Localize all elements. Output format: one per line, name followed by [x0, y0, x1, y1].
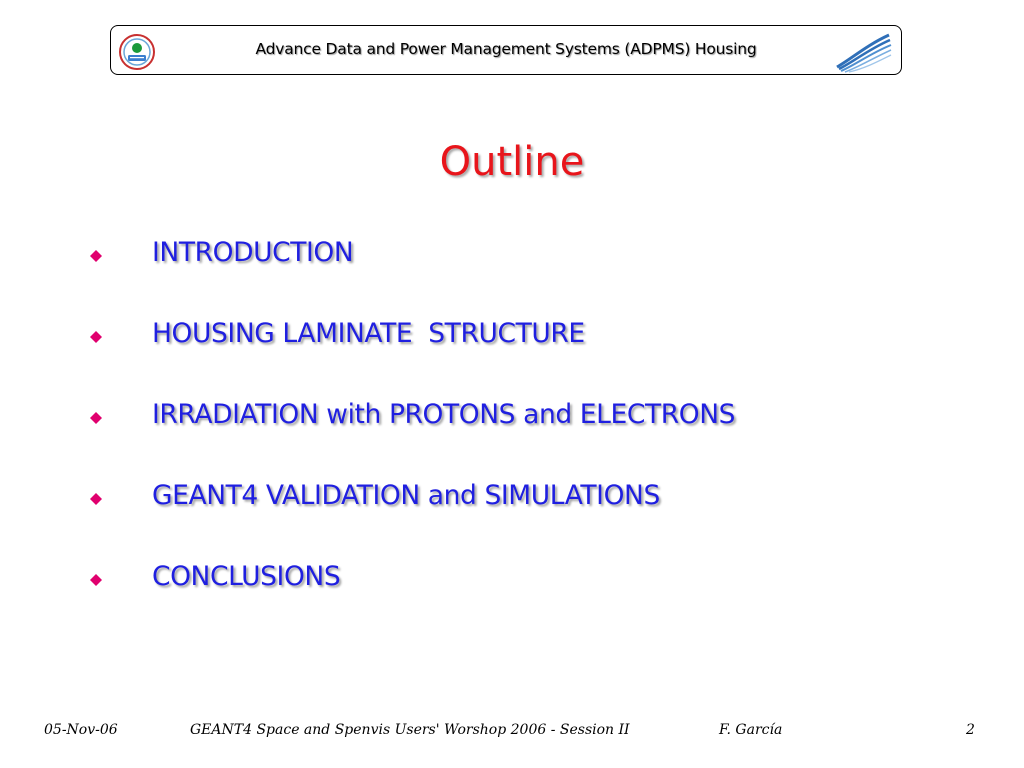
slide-title: Outline — [439, 139, 585, 185]
outline-item — [0, 399, 1000, 439]
diamond-bullet-icon — [90, 250, 102, 262]
footer-page-number: 2 — [966, 722, 975, 738]
footer-date: 05-Nov-06 — [44, 722, 118, 738]
outline-item — [0, 480, 1000, 520]
outline-item-text: GEANT4 VALIDATION and SIMULATIONS — [152, 480, 660, 511]
wing-stripes-logo-icon — [833, 31, 893, 73]
outline-item — [0, 561, 1000, 601]
diamond-bullet-icon — [90, 574, 102, 586]
diamond-bullet-icon — [90, 412, 102, 424]
diamond-bullet-icon — [90, 331, 102, 343]
footer-event: GEANT4 Space and Spenvis Users' Worshop 2006 - Session II — [190, 722, 630, 738]
outline-item-text: IRRADIATION with PROTONS and ELECTRONS — [152, 399, 736, 430]
outline-item-text: INTRODUCTION — [152, 237, 354, 268]
outline-item-text: CONCLUSIONS — [152, 561, 341, 592]
footer-author: F. García — [719, 722, 783, 738]
outline-item — [0, 237, 1000, 277]
outline-item-text: HOUSING LAMINATE STRUCTURE — [152, 318, 585, 349]
header-banner — [110, 25, 902, 75]
outline-item — [0, 318, 1000, 358]
header-title: Advance Data and Power Management Systems (ADPMS) Housing — [255, 40, 757, 58]
diamond-bullet-icon — [90, 493, 102, 505]
